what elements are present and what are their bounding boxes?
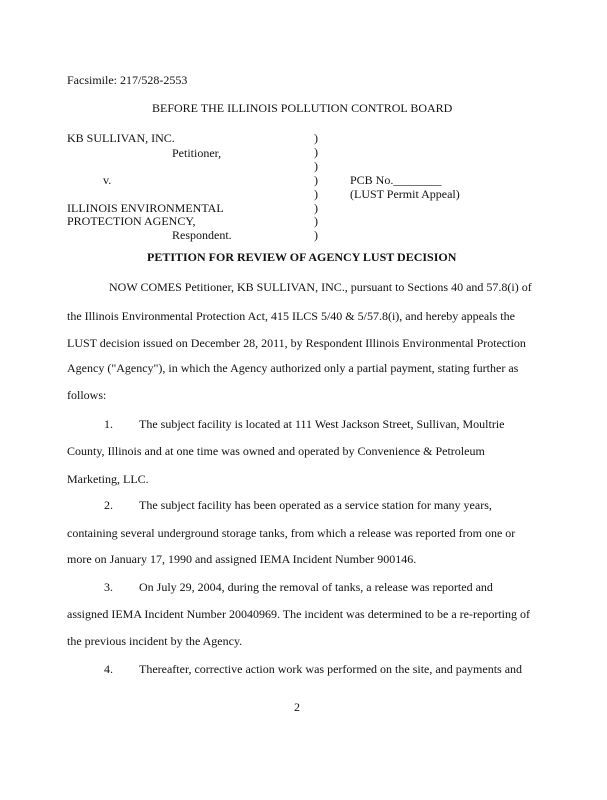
caption-paren: ): [314, 173, 318, 187]
pcb-number: PCB No.________: [350, 173, 442, 187]
paragraph-line: containing several underground storage tanks, from which a release was reported from one or: [67, 526, 516, 540]
paragraph-line: assigned IEMA Incident Number 20040969. The incident was determined to be a re-reporting of: [67, 607, 530, 621]
paragraph-line: Marketing, LLC.: [67, 472, 149, 486]
respondent-role: Respondent.: [172, 228, 232, 242]
caption-paren: ): [314, 145, 318, 159]
page-number: 2: [294, 700, 300, 714]
caption-paren: ): [314, 201, 318, 215]
paragraph-line: The subject facility has been operated as a service station for many years,: [139, 498, 492, 512]
petitioner-role: Petitioner,: [172, 146, 222, 160]
paragraph-number: 2.: [104, 498, 113, 512]
paragraph-line: The subject facility is located at 111 West Jackson Street, Sullivan, Moultrie: [139, 417, 505, 431]
intro-line: LUST decision issued on December 28, 2011, by Respondent Illinois Environmental Protection: [67, 336, 526, 350]
caption-paren: ): [314, 159, 318, 173]
paragraph-number: 4.: [104, 662, 113, 676]
caption-paren: ): [314, 187, 318, 201]
paragraph-line: County, Illinois and at one time was owned and operated by Convenience & Petroleum: [67, 444, 485, 458]
paragraph-line: the previous incident by the Agency.: [67, 634, 243, 648]
intro-line: NOW COMES Petitioner, KB SULLIVAN, INC., pursuant to Sections 40 and 57.8(i) of: [109, 280, 532, 294]
caption-paren: ): [314, 131, 318, 145]
respondent-line-1: ILLINOIS ENVIRONMENTAL: [67, 201, 224, 215]
petitioner-name: KB SULLIVAN, INC.: [67, 131, 175, 145]
paragraph-line: On July 29, 2004, during the removal of tanks, a release was reported and: [139, 580, 493, 594]
intro-line: the Illinois Environmental Protection Act, 415 ILCS 5/40 & 5/57.8(i), and hereby appeals the: [67, 309, 515, 323]
petition-title: PETITION FOR REVIEW OF AGENCY LUST DECISION: [147, 250, 457, 264]
respondent-line-2: PROTECTION AGENCY,: [67, 214, 196, 228]
paragraph-line: Thereafter, corrective action work was performed on the site, and payments and: [139, 662, 523, 676]
facsimile-line: Facsimile: 217/528-2553: [67, 73, 188, 87]
caption-paren: ): [314, 214, 318, 228]
paragraph-number: 3.: [104, 580, 113, 594]
paragraph-line: more on January 17, 1990 and assigned IEMA Incident Number 900146.: [67, 552, 417, 566]
caption-paren: ): [314, 228, 318, 242]
intro-line: Agency ("Agency"), in which the Agency authorized only a partial payment, stating further as: [67, 361, 519, 375]
paragraph-number: 1.: [104, 417, 113, 431]
versus-label: v.: [103, 173, 112, 187]
board-heading: BEFORE THE ILLINOIS POLLUTION CONTROL BOARD: [152, 101, 453, 115]
appeal-type: (LUST Permit Appeal): [350, 187, 460, 201]
intro-line: follows:: [67, 388, 107, 402]
